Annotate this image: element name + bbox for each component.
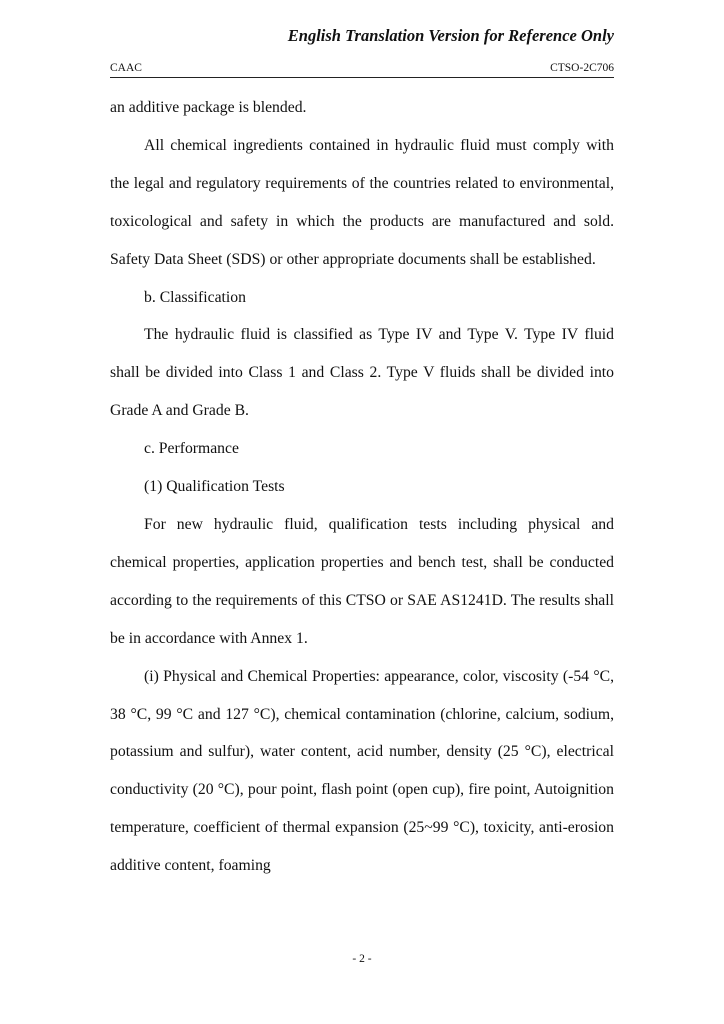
paragraph-continuation: an additive package is blended.: [110, 99, 307, 116]
header-document-id: CTSO-2C706: [550, 62, 614, 74]
paragraph-chemical-compliance: All chemical ingredients contained in hydraulic fluid must comply with the legal and regulatory requirements of the countries related to environmental, toxicological and safety in which the products are manufactured and sold. Safety Data Sheet (SDS) or other appropriate documents shall be established.: [110, 136, 614, 268]
paragraph-qualification-tests: For new hydraulic fluid, qualification tests including physical and chemical properties, application properties and bench test, shall be conducted according to the requirements of this CTSO or SAE AS1241D. The results shall be in accordance with Annex 1.: [110, 515, 614, 647]
header-issuer: CAAC: [110, 62, 142, 74]
subsection-heading-qualification-tests: (1) Qualification Tests: [144, 478, 285, 496]
section-heading-performance: c. Performance: [144, 440, 239, 458]
document-body: [110, 89, 614, 885]
translation-banner: English Translation Version for Reference Only: [287, 26, 614, 45]
section-heading-classification: b. Classification: [144, 288, 246, 306]
paragraph-classification: The hydraulic fluid is classified as Type IV and Type V. Type IV fluid shall be divided into Class 1 and Class 2. Type V fluids shall be divided into Grade A and Grade B.: [110, 326, 614, 420]
paragraph-physical-chemical-properties: (i) Physical and Chemical Properties: appearance, color, viscosity (-54 °C, 38 °C, 99 °C and 127 °C), chemical contamination (chlorine, calcium, sodium, potassium and sulfur), water content, acid number, density (25 °C), electrical conductivity (20 °C), pour point, flash point (open cup), fire point, Autoignition temperature, coefficient of thermal expansion (25~99 °C), toxicity, anti-erosion additive content, foaming: [110, 667, 614, 875]
page-number: - 2 -: [352, 953, 372, 965]
header-rule: [110, 77, 614, 78]
